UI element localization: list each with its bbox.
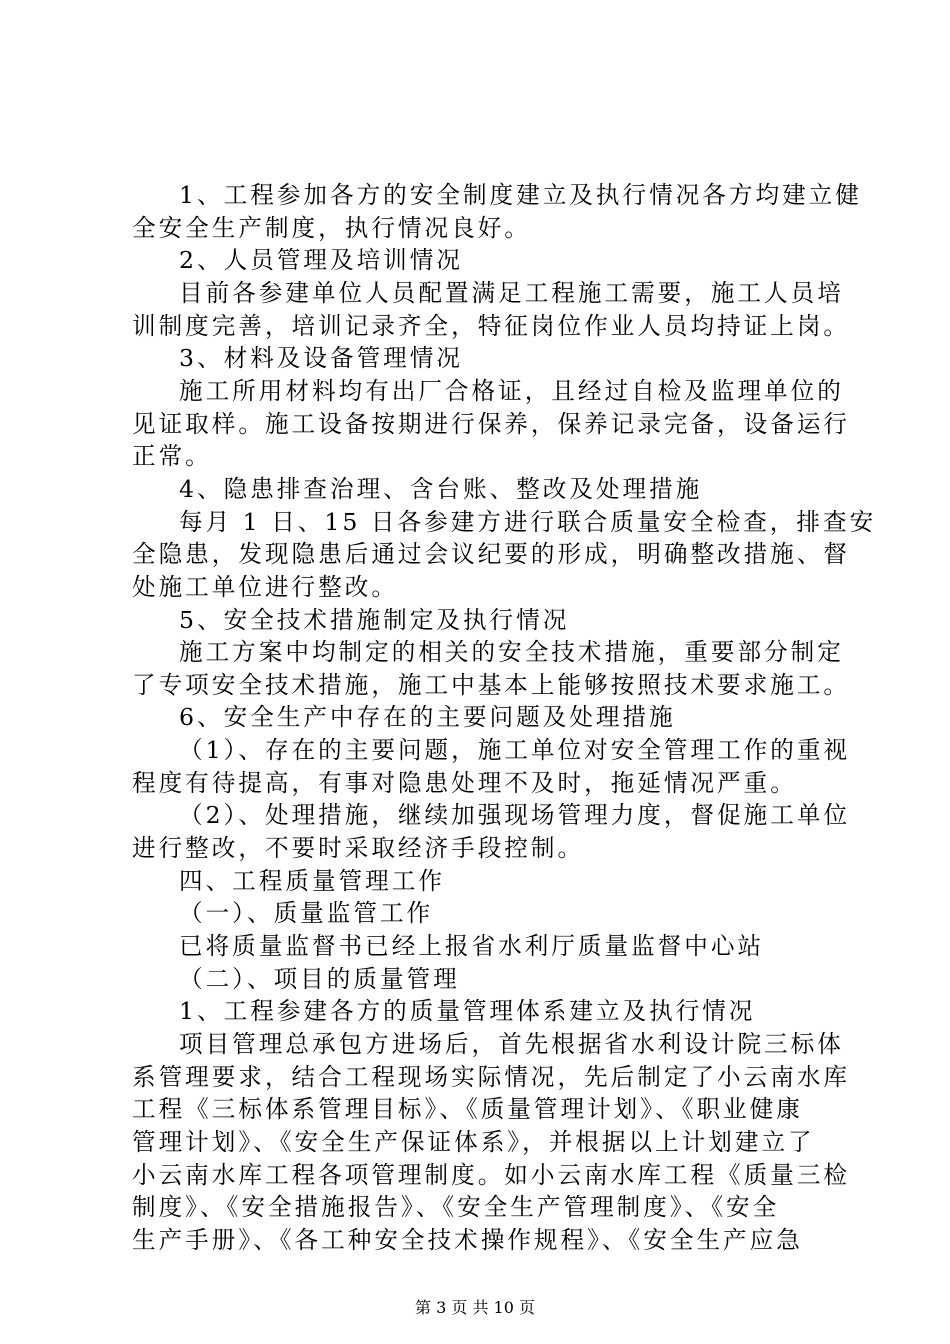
paragraph-line: 制度》、《安全措施报告》、《安全生产管理制度》、《安全 — [132, 1193, 780, 1221]
paragraph-line: 1、工程参建各方的质量管理体系建立及执行情况 — [179, 997, 756, 1025]
paragraph-line: 见证取样。施工设备按期进行保养，保养记录完备，设备运行 — [132, 410, 851, 438]
paragraph-line: （一）、质量监管工作 — [179, 899, 434, 927]
paragraph-line: 全安全生产制度，执行情况良好。 — [132, 214, 531, 242]
paragraph-line: 处施工单位进行整改。 — [132, 573, 398, 601]
paragraph-line: 项目管理总承包方进场后，首先根据省水利设计院三标体 — [179, 1030, 844, 1058]
paragraph-line: 程度有待提高，有事对隐患处理不及时，拖延情况严重。 — [132, 769, 797, 797]
paragraph-line: 6、安全生产中存在的主要问题及处理措施 — [179, 703, 676, 731]
paragraph-line: 2、人员管理及培训情况 — [179, 246, 463, 274]
paragraph-line: 生产手册》、《各工种安全技术操作规程》、《安全生产应急 — [132, 1226, 803, 1254]
paragraph-line: 小云南水库工程各项管理制度。如小云南水库工程《质量三检 — [132, 1161, 851, 1189]
paragraph-line: 4、隐患排查治理、含台账、整改及处理措施 — [179, 475, 703, 503]
paragraph-line: （1）、存在的主要问题，施工单位对安全管理工作的重视 — [179, 736, 851, 764]
paragraph-line: 正常。 — [132, 442, 212, 470]
paragraph-line: （二）、项目的质量管理 — [179, 965, 460, 993]
paragraph-line: 全隐患，发现隐患后通过会议纪要的形成，明确整改措施、督 — [132, 540, 851, 568]
paragraph-line: 目前各参建单位人员配置满足工程施工需要，施工人员培 — [179, 279, 844, 307]
paragraph-line: 施工所用材料均有出厂合格证，且经过自检及监理单位的 — [179, 377, 844, 405]
page-number-footer: 第 3 页 共 10 页 — [415, 1298, 535, 1317]
paragraph-line: 已将质量监督书已经上报省水利厅质量监督中心站 — [179, 932, 765, 960]
paragraph-line: 1、工程参加各方的安全制度建立及执行情况各方均建立健 — [179, 181, 862, 209]
paragraph-line: 管理计划》、《安全生产保证体系》，并根据以上计划建立了 — [132, 1128, 815, 1156]
paragraph-line: 施工方案中均制定的相关的安全技术措施，重要部分制定 — [179, 638, 844, 666]
paragraph-line: 每月 1 日、15 日各参建方进行联合质量安全检查，排查安 — [179, 508, 877, 536]
paragraph-line: 系管理要求，结合工程现场实际情况，先后制定了小云南水库 — [132, 1063, 851, 1091]
paragraph-line: 进行整改，不要时采取经济手段控制。 — [132, 834, 585, 862]
paragraph-line: 3、材料及设备管理情况 — [179, 344, 463, 372]
paragraph-line: 了专项安全技术措施，施工中基本上能够按照技术要求施工。 — [132, 671, 851, 699]
paragraph-line: 训制度完善，培训记录齐全，特征岗位作业人员均持证上岗。 — [132, 312, 851, 340]
paragraph-line: 5、安全技术措施制定及执行情况 — [179, 606, 570, 634]
paragraph-line: 四、工程质量管理工作 — [179, 867, 445, 895]
paragraph-line: （2）、处理措施，继续加强现场管理力度，督促施工单位 — [179, 801, 851, 829]
paragraph-line: 工程《三标体系管理目标》、《质量管理计划》、《职业健康 — [132, 1095, 803, 1123]
